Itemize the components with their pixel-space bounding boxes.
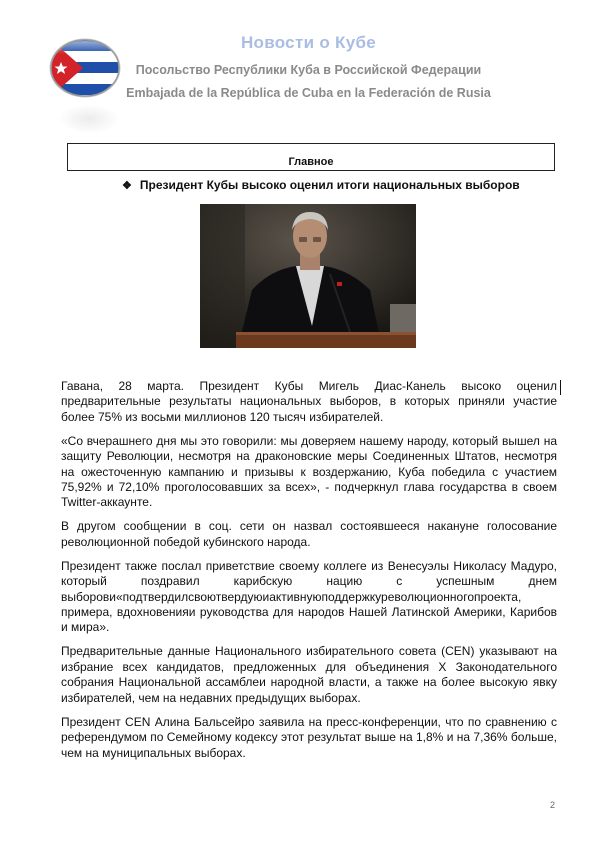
article-paragraph: Гавана, 28 марта. Президент Кубы Мигель Диас-Канель высоко оценил предварительные результаты национальных выборов, в которых приняли участие более 75% из восьми миллионов 120 тысяч избирателей. bbox=[61, 379, 557, 424]
article-paragraph: «Со вчерашнего дня мы это говорили: мы доверяем нашему народу, который вышел на защиту Революции, несмотря на драконовские меры Соединенных Штатов, несмотря на ожесточенную кампанию и призывы к воздержанию, Куба победила с участием 75,92% и 72,10% проголосовавших за всех», - подчеркнул глава государства в своем Twitter-аккаунте. bbox=[61, 433, 557, 510]
article-paragraph: Предварительные данные Национального избирательного совета (CEN) указывают на избрание всех кандидатов, предложенных для объединения X Законодательного собрания Национальной ассамблеи народной власти, а также на более высокую явку избирателей, чем на недавних предыдущих выборах. bbox=[61, 644, 557, 705]
embassy-name-russian: Посольство Республики Куба в Российской Федерации bbox=[135, 63, 482, 77]
section-header-box bbox=[67, 143, 555, 171]
logo-reflection bbox=[58, 104, 120, 134]
headline-text: Президент Кубы высоко оценил итоги национальных выборов bbox=[139, 178, 520, 192]
section-label: Главное bbox=[288, 156, 334, 168]
text-cursor bbox=[560, 380, 561, 395]
article-headline bbox=[122, 178, 520, 192]
article-photo bbox=[200, 204, 416, 348]
newsletter-title: Новости о Кубе bbox=[240, 33, 377, 52]
article-paragraph: Президент CEN Алина Бальсейро заявила на пресс-конференции, что по сравнению с референдумом по Семейному кодексу этот результат выше на 1,8% и на 7,36% больше, чем на муниципальных выборах. bbox=[61, 714, 557, 760]
article-paragraph: В другом сообщении в соц. сети он назвал состоявшееся накануне голосование революционной победой кубинского народа. bbox=[61, 519, 557, 549]
article-body bbox=[61, 379, 557, 770]
article-paragraph: Президент также послал приветствие своему коллеге из Венесуэлы Николасу Мадуро, который поздравил карибскую нацию с успешным днем выборови«подтвердилсвоютвердуюиактивнуюподдержкуреволюционногопроекта, примера, вдохновенияи руководства для народов Нашей Латинской Америки, Карибов и мира». bbox=[61, 558, 557, 635]
diamond-bullet-icon: ❖ bbox=[122, 180, 132, 192]
embassy-name-spanish: Embajada de la República de Cuba en la Federación de Rusia bbox=[126, 86, 491, 100]
page-number: 2 bbox=[550, 800, 556, 810]
